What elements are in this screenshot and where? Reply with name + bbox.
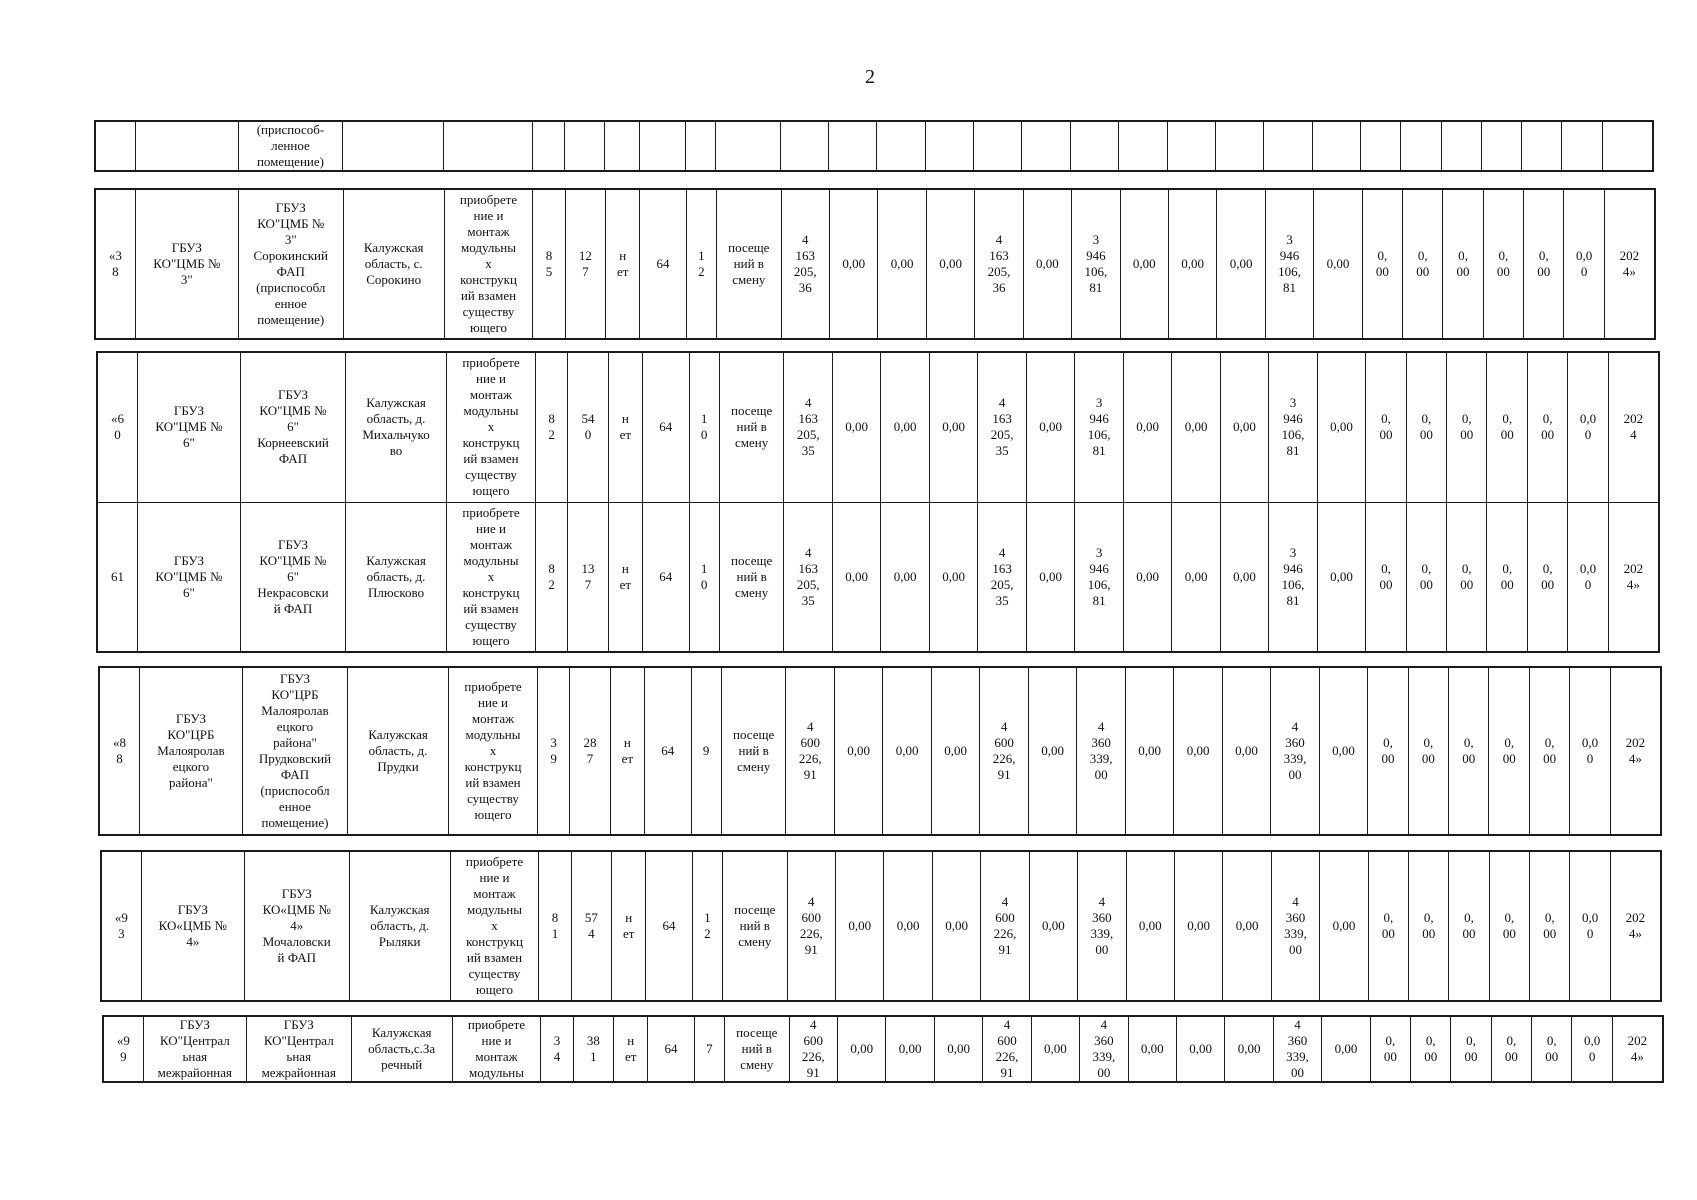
- table-cell: 0,00: [1029, 851, 1077, 1001]
- table-cell: 0, 00: [1447, 352, 1487, 502]
- table-row: [99, 667, 1661, 835]
- table-cell: 0,00: [1174, 667, 1222, 835]
- table-cell: 0,00: [1168, 189, 1216, 339]
- table-cell: [1312, 121, 1360, 171]
- table-cell: Калужская область, с. Сорокино: [343, 189, 444, 339]
- table-cell: (приспособ- ленное помещение): [238, 121, 343, 171]
- table-row: [97, 352, 1659, 502]
- table-cell: 0, 00: [1487, 502, 1527, 652]
- table-cell: ГБУЗ КО"Централ ьная межрайонная: [246, 1016, 351, 1082]
- table-cell: 0,00: [1223, 851, 1271, 1001]
- table-cell: 0, 00: [1489, 851, 1529, 1001]
- table-cell: 0, 00: [1370, 1016, 1410, 1082]
- table-cell: посеще ний в смену: [719, 502, 784, 652]
- table-cell: приобрете ние и монтаж модульны х конструкц ий взамен существу ющего: [444, 189, 533, 339]
- table-cell: ГБУЗ КО"ЦМБ № 6": [137, 502, 240, 652]
- table-cell: 0, 00: [1362, 189, 1402, 339]
- table-cell: 4 600 226, 91: [789, 1016, 837, 1082]
- table-cell: ГБУЗ КО"ЦРБ Малояролав ецкого района": [139, 667, 242, 835]
- table-cell: 8 2: [535, 352, 567, 502]
- table-cell: 0, 00: [1529, 667, 1569, 835]
- table-cell: «9 3: [101, 851, 141, 1001]
- table-fragment-row-99: [102, 1015, 1664, 1083]
- table-cell: [877, 121, 925, 171]
- table-cell: посеще ний в смену: [725, 1016, 790, 1082]
- table-cell: 3 4: [541, 1016, 573, 1082]
- table-cell: [925, 121, 973, 171]
- table-cell: 0, 00: [1366, 352, 1406, 502]
- table-cell: 3 946 106, 81: [1269, 352, 1317, 502]
- table-cell: 0,00: [1225, 1016, 1273, 1082]
- table-cell: 0,0 0: [1570, 851, 1610, 1001]
- table-cell: 4 163 205, 35: [784, 352, 832, 502]
- table-cell: 0, 00: [1489, 667, 1529, 835]
- table-cell: 202 4»: [1604, 189, 1655, 339]
- table-cell: [780, 121, 828, 171]
- table-cell: 64: [646, 851, 692, 1001]
- table-cell: 0,00: [1125, 667, 1173, 835]
- table-cell: 3 9: [537, 667, 569, 835]
- table-cell: 0,00: [1220, 502, 1268, 652]
- table-fragment-row-88: [98, 666, 1662, 836]
- table-cell: 0, 00: [1491, 1016, 1531, 1082]
- table-cell: 0,00: [834, 667, 882, 835]
- table-cell: 0,00: [1314, 189, 1362, 339]
- table-cell: 0,00: [1217, 189, 1265, 339]
- table-cell: ГБУЗ КО"ЦМБ № 6" Корнеевский ФАП: [240, 352, 345, 502]
- table-fragment-row-38: [94, 188, 1656, 340]
- table-cell: [1602, 121, 1653, 171]
- table-row: [97, 502, 1659, 652]
- table-cell: 202 4»: [1610, 851, 1661, 1001]
- table-cell: н ет: [610, 667, 644, 835]
- table-cell: посеще ний в смену: [723, 851, 788, 1001]
- table-cell: [1522, 121, 1562, 171]
- table-cell: [829, 121, 877, 171]
- table-cell: 0,00: [1222, 667, 1270, 835]
- table-cell: 8 2: [535, 502, 567, 652]
- table-cell: приобрете ние и монтаж модульны х конструкц ий взамен существу ющего: [447, 352, 536, 502]
- table-cell: 0, 00: [1368, 851, 1408, 1001]
- table-cell: 0,00: [1176, 1016, 1224, 1082]
- table-cell: 0,00: [830, 189, 878, 339]
- table-cell: [685, 121, 715, 171]
- table-cell: 0,00: [878, 189, 926, 339]
- table-cell: 0,00: [1026, 352, 1074, 502]
- table-cell: 0,0 0: [1568, 502, 1608, 652]
- table-cell: 202 4»: [1608, 502, 1659, 652]
- table-cell: 3 946 106, 81: [1269, 502, 1317, 652]
- table-cell: [716, 121, 780, 171]
- table-cell: ГБУЗ КО"ЦМБ № 3": [135, 189, 238, 339]
- table-cell: [605, 121, 639, 171]
- table-cell: 0,00: [931, 667, 979, 835]
- table-cell: 0,00: [1317, 352, 1365, 502]
- table-cell: 54 0: [568, 352, 608, 502]
- table-cell: 0, 00: [1403, 189, 1443, 339]
- table-cell: 0,00: [838, 1016, 886, 1082]
- table-cell: 9: [691, 667, 721, 835]
- table-cell: 8 5: [533, 189, 565, 339]
- table-cell: 0,00: [1128, 1016, 1176, 1082]
- table-cell: 202 4»: [1612, 1016, 1663, 1082]
- table-cell: приобрете ние и монтаж модульны х конструкц ий взамен существу ющего: [449, 667, 538, 835]
- table-cell: [565, 121, 605, 171]
- table-cell: 3 946 106, 81: [1072, 189, 1120, 339]
- table-cell: посеще ний в смену: [721, 667, 786, 835]
- table-cell: 4 360 339, 00: [1273, 1016, 1321, 1082]
- table-cell: 4 163 205, 35: [784, 502, 832, 652]
- table-cell: 0,00: [1120, 189, 1168, 339]
- table-cell: [532, 121, 564, 171]
- table-cell: 4 360 339, 00: [1271, 851, 1319, 1001]
- table-cell: [1022, 121, 1070, 171]
- table-cell: ГБУЗ КО"ЦМБ № 6": [137, 352, 240, 502]
- table-cell: [1070, 121, 1118, 171]
- table-cell: 0,00: [1322, 1016, 1370, 1082]
- table-cell: 4 600 226, 91: [981, 851, 1029, 1001]
- table-cell: н ет: [608, 502, 642, 652]
- table-cell: 3 946 106, 81: [1075, 502, 1123, 652]
- table-cell: 0, 00: [1524, 189, 1564, 339]
- table-cell: 4 163 205, 35: [978, 502, 1026, 652]
- table-cell: 12 7: [565, 189, 605, 339]
- table-cell: [639, 121, 685, 171]
- table-cell: 28 7: [570, 667, 610, 835]
- table-cell: 0, 00: [1449, 851, 1489, 1001]
- table-cell: 0,00: [1317, 502, 1365, 652]
- table-cell: 1 0: [689, 502, 719, 652]
- table-cell: 0, 00: [1532, 1016, 1572, 1082]
- table-cell: 0,00: [883, 667, 931, 835]
- table-cell: 0, 00: [1483, 189, 1523, 339]
- table-cell: 4 600 226, 91: [983, 1016, 1031, 1082]
- table-cell: [135, 121, 238, 171]
- table-cell: посеще ний в смену: [719, 352, 784, 502]
- table-cell: 0, 00: [1411, 1016, 1451, 1082]
- table-fragment-continuation: [94, 120, 1654, 172]
- table-cell: 4 600 226, 91: [787, 851, 835, 1001]
- table-cell: н ет: [612, 851, 646, 1001]
- table-cell: 0,00: [929, 502, 977, 652]
- table-cell: [1264, 121, 1312, 171]
- table-cell: «9 9: [103, 1016, 143, 1082]
- table-cell: Калужская область,с.За речный: [351, 1016, 452, 1082]
- table-cell: 64: [645, 667, 691, 835]
- table-cell: 0,00: [1174, 851, 1222, 1001]
- table-cell: 4 360 339, 00: [1271, 667, 1319, 835]
- table-cell: н ет: [608, 352, 642, 502]
- table-cell: н ет: [614, 1016, 648, 1082]
- table-cell: 0, 00: [1408, 667, 1448, 835]
- table-cell: 0,00: [1123, 502, 1171, 652]
- table-cell: 0,0 0: [1564, 189, 1604, 339]
- table-cell: 0,00: [926, 189, 974, 339]
- table-cell: 0,00: [929, 352, 977, 502]
- table-cell: 0,00: [1026, 502, 1074, 652]
- table-cell: 0,00: [836, 851, 884, 1001]
- table-cell: 0, 00: [1368, 667, 1408, 835]
- table-fragment-rows-60-61: [96, 351, 1660, 653]
- table-cell: 3 946 106, 81: [1265, 189, 1313, 339]
- table-cell: посеще ний в смену: [717, 189, 782, 339]
- table-cell: приобрете ние и монтаж модульны: [452, 1016, 541, 1082]
- table-cell: 0,00: [881, 502, 929, 652]
- table-cell: [974, 121, 1022, 171]
- table-cell: ГБУЗ КО"Централ ьная межрайонная: [143, 1016, 246, 1082]
- table-cell: 0, 00: [1530, 851, 1570, 1001]
- table-cell: 64: [648, 1016, 694, 1082]
- table-cell: 0,00: [1023, 189, 1071, 339]
- table-row: [103, 1016, 1663, 1082]
- table-cell: 0,0 0: [1570, 667, 1610, 835]
- table-cell: 38 1: [573, 1016, 613, 1082]
- table-cell: 64: [643, 352, 689, 502]
- table-cell: 13 7: [568, 502, 608, 652]
- table-cell: Калужская область, д. Плюсково: [346, 502, 447, 652]
- table-cell: ГБУЗ КО"ЦМБ № 3" Сорокинский ФАП (приспособл енное помещение): [238, 189, 343, 339]
- table-cell: [1215, 121, 1263, 171]
- table-cell: 0,00: [934, 1016, 982, 1082]
- table-cell: 0,00: [1123, 352, 1171, 502]
- table-cell: 0, 00: [1443, 189, 1483, 339]
- table-cell: 64: [643, 502, 689, 652]
- table-row: [95, 121, 1653, 171]
- table-cell: 0,00: [1028, 667, 1076, 835]
- table-cell: [444, 121, 533, 171]
- table-cell: 4 600 226, 91: [980, 667, 1028, 835]
- table-cell: 61: [97, 502, 137, 652]
- table-cell: [1360, 121, 1400, 171]
- table-cell: 0, 00: [1409, 851, 1449, 1001]
- table-cell: 1 0: [689, 352, 719, 502]
- table-cell: [1119, 121, 1167, 171]
- table-cell: н ет: [606, 189, 640, 339]
- table-cell: [1401, 121, 1441, 171]
- table-cell: Калужская область, д. Рыляки: [349, 851, 450, 1001]
- table-cell: 8 1: [539, 851, 571, 1001]
- table-row: [95, 189, 1655, 339]
- table-cell: 0,00: [886, 1016, 934, 1082]
- table-cell: 3 946 106, 81: [1075, 352, 1123, 502]
- table-cell: 0, 00: [1406, 502, 1446, 652]
- table-cell: [1481, 121, 1521, 171]
- table-cell: [95, 121, 135, 171]
- table-row: [101, 851, 1661, 1001]
- table-cell: «3 8: [95, 189, 135, 339]
- table-cell: [343, 121, 444, 171]
- table-cell: 0,00: [1319, 667, 1367, 835]
- table-cell: [1441, 121, 1481, 171]
- table-cell: 0,00: [832, 352, 880, 502]
- table-cell: 4 163 205, 35: [978, 352, 1026, 502]
- table-cell: 0, 00: [1527, 352, 1567, 502]
- table-cell: 4 360 339, 00: [1077, 667, 1125, 835]
- table-cell: 0,00: [884, 851, 932, 1001]
- table-cell: 57 4: [571, 851, 611, 1001]
- table-cell: ГБУЗ КО"ЦРБ Малояролав ецкого района" Прудковский ФАП (приспособл енное помещение): [242, 667, 347, 835]
- table-cell: [1167, 121, 1215, 171]
- table-cell: [1562, 121, 1602, 171]
- table-cell: 0,00: [1320, 851, 1368, 1001]
- table-cell: 0, 00: [1487, 352, 1527, 502]
- table-cell: 202 4: [1608, 352, 1659, 502]
- table-cell: 0,00: [1031, 1016, 1079, 1082]
- table-cell: ГБУЗ КО«ЦМБ № 4»: [141, 851, 244, 1001]
- table-cell: 0,00: [881, 352, 929, 502]
- table-cell: 0, 00: [1406, 352, 1446, 502]
- table-cell: Калужская область, д. Михальчуко во: [346, 352, 447, 502]
- table-cell: 4 163 205, 36: [781, 189, 829, 339]
- table-cell: 0,00: [832, 502, 880, 652]
- table-cell: «6 0: [97, 352, 137, 502]
- table-cell: 1 2: [686, 189, 716, 339]
- table-fragment-row-93: [100, 850, 1662, 1002]
- table-cell: 0,00: [1172, 502, 1220, 652]
- table-cell: 0, 00: [1449, 667, 1489, 835]
- table-cell: приобрете ние и монтаж модульны х конструкц ий взамен существу ющего: [450, 851, 539, 1001]
- table-cell: 1 2: [692, 851, 722, 1001]
- table-cell: 4 163 205, 36: [975, 189, 1023, 339]
- table-cell: 0, 00: [1447, 502, 1487, 652]
- page-number: 2: [865, 66, 875, 88]
- table-cell: 0,0 0: [1568, 352, 1608, 502]
- table-cell: 0,00: [1172, 352, 1220, 502]
- table-cell: 4 360 339, 00: [1080, 1016, 1128, 1082]
- table-cell: 4 600 226, 91: [786, 667, 834, 835]
- table-cell: 0,0 0: [1572, 1016, 1612, 1082]
- table-cell: 4 360 339, 00: [1078, 851, 1126, 1001]
- table-cell: 0, 00: [1527, 502, 1567, 652]
- table-cell: 64: [640, 189, 686, 339]
- table-cell: приобрете ние и монтаж модульны х конструкц ий взамен существу ющего: [447, 502, 536, 652]
- table-cell: ГБУЗ КО"ЦМБ № 6" Некрасовски й ФАП: [240, 502, 345, 652]
- table-cell: 0,00: [1126, 851, 1174, 1001]
- table-cell: 0,00: [932, 851, 980, 1001]
- table-cell: 0, 00: [1366, 502, 1406, 652]
- table-cell: 0,00: [1220, 352, 1268, 502]
- table-cell: 202 4»: [1610, 667, 1661, 835]
- table-cell: ГБУЗ КО«ЦМБ № 4» Мочаловски й ФАП: [244, 851, 349, 1001]
- table-cell: 0, 00: [1451, 1016, 1491, 1082]
- table-cell: Калужская область, д. Прудки: [348, 667, 449, 835]
- table-cell: «8 8: [99, 667, 139, 835]
- table-cell: 7: [694, 1016, 724, 1082]
